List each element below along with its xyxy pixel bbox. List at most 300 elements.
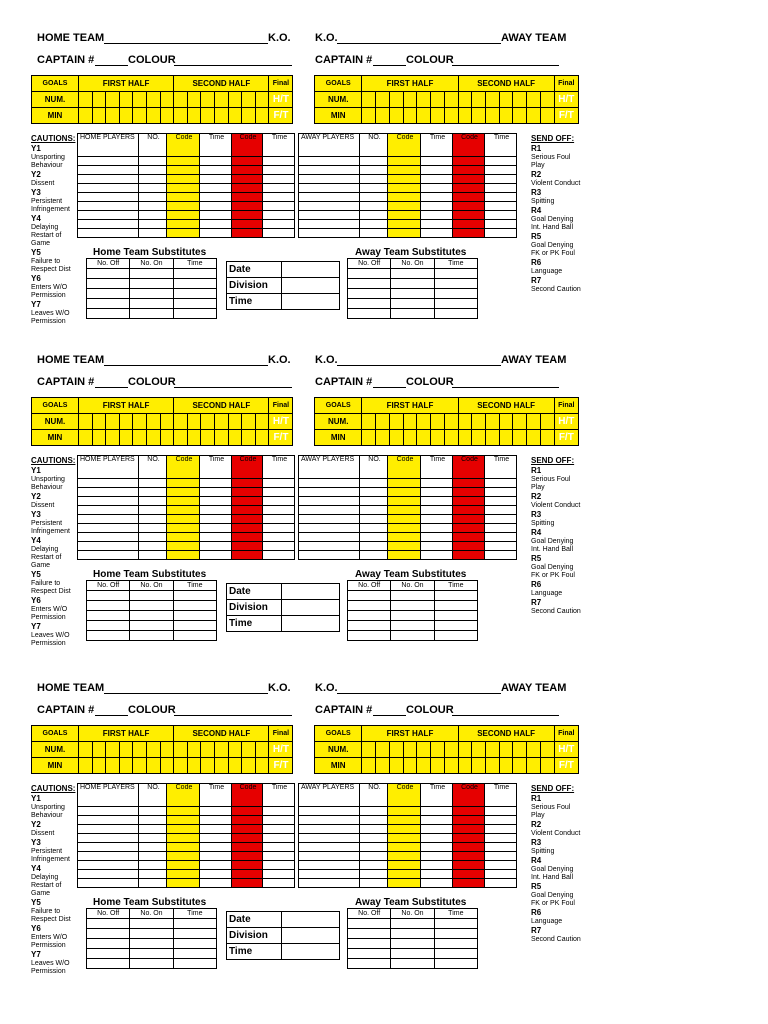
sendoff-time-cell[interactable] bbox=[485, 229, 517, 238]
player-name-cell[interactable] bbox=[299, 193, 360, 202]
player-number-cell[interactable] bbox=[139, 166, 167, 175]
sendoff-code-cell[interactable] bbox=[453, 816, 485, 825]
player-number-cell[interactable] bbox=[139, 175, 167, 184]
sendoff-code-cell[interactable] bbox=[232, 870, 263, 879]
sendoff-code-cell[interactable] bbox=[453, 524, 485, 533]
no-on-cell[interactable] bbox=[130, 631, 173, 641]
player-name-cell[interactable] bbox=[78, 175, 139, 184]
caution-time-cell[interactable] bbox=[200, 807, 232, 816]
player-name-cell[interactable] bbox=[78, 551, 139, 560]
player-number-cell[interactable] bbox=[360, 852, 388, 861]
caution-time-cell[interactable] bbox=[421, 852, 453, 861]
num-cell[interactable] bbox=[255, 742, 269, 758]
sendoff-time-cell[interactable] bbox=[485, 807, 517, 816]
sendoff-time-cell[interactable] bbox=[485, 870, 517, 879]
min-cell[interactable] bbox=[187, 108, 201, 124]
caution-time-cell[interactable] bbox=[421, 506, 453, 515]
no-on-cell[interactable] bbox=[130, 309, 173, 319]
caution-time-cell[interactable] bbox=[200, 184, 232, 193]
player-name-cell[interactable] bbox=[299, 157, 360, 166]
min-cell[interactable] bbox=[133, 108, 147, 124]
caution-time-cell[interactable] bbox=[421, 861, 453, 870]
player-name-cell[interactable] bbox=[78, 870, 139, 879]
sendoff-code-cell[interactable] bbox=[453, 175, 485, 184]
min-cell[interactable] bbox=[540, 758, 554, 774]
caution-time-cell[interactable] bbox=[200, 533, 232, 542]
player-name-cell[interactable] bbox=[78, 166, 139, 175]
player-name-cell[interactable] bbox=[299, 843, 360, 852]
min-cell[interactable] bbox=[174, 430, 188, 446]
sendoff-code-cell[interactable] bbox=[232, 211, 263, 220]
min-cell[interactable] bbox=[499, 430, 513, 446]
caution-code-cell[interactable] bbox=[388, 479, 421, 488]
no-on-cell[interactable] bbox=[391, 929, 434, 939]
player-name-cell[interactable] bbox=[299, 551, 360, 560]
no-on-cell[interactable] bbox=[391, 631, 434, 641]
num-cell[interactable] bbox=[431, 742, 445, 758]
caution-code-cell[interactable] bbox=[388, 488, 421, 497]
no-off-cell[interactable] bbox=[348, 919, 391, 929]
num-cell[interactable] bbox=[431, 92, 445, 108]
player-name-cell[interactable] bbox=[78, 193, 139, 202]
no-on-cell[interactable] bbox=[391, 309, 434, 319]
num-cell[interactable] bbox=[499, 92, 513, 108]
caution-time-cell[interactable] bbox=[200, 879, 232, 888]
sendoff-time-cell[interactable] bbox=[263, 843, 295, 852]
sendoff-time-cell[interactable] bbox=[485, 852, 517, 861]
num-cell[interactable] bbox=[376, 414, 390, 430]
caution-code-cell[interactable] bbox=[167, 479, 200, 488]
player-name-cell[interactable] bbox=[78, 533, 139, 542]
num-cell[interactable] bbox=[486, 414, 500, 430]
min-cell[interactable] bbox=[513, 430, 527, 446]
sendoff-time-cell[interactable] bbox=[263, 879, 295, 888]
no-on-cell[interactable] bbox=[130, 939, 173, 949]
caution-time-cell[interactable] bbox=[200, 515, 232, 524]
player-name-cell[interactable] bbox=[299, 220, 360, 229]
caution-time-cell[interactable] bbox=[200, 175, 232, 184]
caution-code-cell[interactable] bbox=[167, 852, 200, 861]
sub-time-cell[interactable] bbox=[173, 289, 216, 299]
date-value[interactable] bbox=[282, 912, 340, 928]
num-cell[interactable] bbox=[403, 742, 417, 758]
date-value[interactable] bbox=[282, 262, 340, 278]
caution-code-cell[interactable] bbox=[388, 229, 421, 238]
min-cell[interactable] bbox=[92, 430, 106, 446]
no-off-cell[interactable] bbox=[348, 939, 391, 949]
sub-time-cell[interactable] bbox=[173, 949, 216, 959]
sendoff-code-cell[interactable] bbox=[453, 879, 485, 888]
sendoff-time-cell[interactable] bbox=[263, 166, 295, 175]
sendoff-code-cell[interactable] bbox=[453, 488, 485, 497]
player-number-cell[interactable] bbox=[139, 551, 167, 560]
player-name-cell[interactable] bbox=[299, 834, 360, 843]
sendoff-time-cell[interactable] bbox=[485, 834, 517, 843]
num-cell[interactable] bbox=[146, 92, 160, 108]
player-name-cell[interactable] bbox=[78, 497, 139, 506]
num-cell[interactable] bbox=[513, 414, 527, 430]
num-cell[interactable] bbox=[187, 742, 201, 758]
player-name-cell[interactable] bbox=[299, 184, 360, 193]
min-cell[interactable] bbox=[472, 108, 486, 124]
player-name-cell[interactable] bbox=[78, 515, 139, 524]
min-cell[interactable] bbox=[106, 108, 120, 124]
sendoff-code-cell[interactable] bbox=[453, 211, 485, 220]
num-cell[interactable] bbox=[499, 742, 513, 758]
min-cell[interactable] bbox=[119, 758, 133, 774]
caution-time-cell[interactable] bbox=[200, 488, 232, 497]
min-cell[interactable] bbox=[201, 430, 215, 446]
num-cell[interactable] bbox=[444, 414, 458, 430]
min-cell[interactable] bbox=[403, 758, 417, 774]
num-cell[interactable] bbox=[133, 414, 147, 430]
num-cell[interactable] bbox=[119, 742, 133, 758]
player-number-cell[interactable] bbox=[139, 861, 167, 870]
min-cell[interactable] bbox=[106, 758, 120, 774]
player-name-cell[interactable] bbox=[299, 825, 360, 834]
min-cell[interactable] bbox=[79, 758, 93, 774]
player-name-cell[interactable] bbox=[299, 506, 360, 515]
sendoff-time-cell[interactable] bbox=[263, 157, 295, 166]
sendoff-code-cell[interactable] bbox=[232, 524, 263, 533]
sendoff-code-cell[interactable] bbox=[453, 220, 485, 229]
min-cell[interactable] bbox=[174, 758, 188, 774]
sendoff-time-cell[interactable] bbox=[263, 175, 295, 184]
min-cell[interactable] bbox=[376, 758, 390, 774]
num-cell[interactable] bbox=[472, 742, 486, 758]
num-cell[interactable] bbox=[228, 742, 242, 758]
player-number-cell[interactable] bbox=[360, 551, 388, 560]
caution-code-cell[interactable] bbox=[167, 870, 200, 879]
no-on-cell[interactable] bbox=[130, 279, 173, 289]
min-cell[interactable] bbox=[513, 758, 527, 774]
sendoff-time-cell[interactable] bbox=[263, 193, 295, 202]
sendoff-code-cell[interactable] bbox=[232, 497, 263, 506]
no-on-cell[interactable] bbox=[130, 289, 173, 299]
min-cell[interactable] bbox=[174, 108, 188, 124]
away-colour-field[interactable] bbox=[452, 65, 559, 66]
num-cell[interactable] bbox=[228, 414, 242, 430]
num-cell[interactable] bbox=[215, 742, 229, 758]
min-cell[interactable] bbox=[527, 108, 541, 124]
caution-code-cell[interactable] bbox=[388, 879, 421, 888]
player-number-cell[interactable] bbox=[139, 184, 167, 193]
player-name-cell[interactable] bbox=[78, 834, 139, 843]
time-value[interactable] bbox=[282, 294, 340, 310]
sendoff-time-cell[interactable] bbox=[485, 479, 517, 488]
caution-code-cell[interactable] bbox=[167, 229, 200, 238]
no-off-cell[interactable] bbox=[348, 289, 391, 299]
no-on-cell[interactable] bbox=[391, 611, 434, 621]
no-off-cell[interactable] bbox=[87, 279, 130, 289]
sendoff-code-cell[interactable] bbox=[232, 506, 263, 515]
division-value[interactable] bbox=[282, 600, 340, 616]
player-number-cell[interactable] bbox=[360, 515, 388, 524]
sendoff-code-cell[interactable] bbox=[232, 861, 263, 870]
caution-code-cell[interactable] bbox=[167, 825, 200, 834]
no-off-cell[interactable] bbox=[87, 611, 130, 621]
sub-time-cell[interactable] bbox=[173, 309, 216, 319]
sendoff-code-cell[interactable] bbox=[232, 175, 263, 184]
num-cell[interactable] bbox=[458, 92, 472, 108]
sub-time-cell[interactable] bbox=[434, 939, 477, 949]
sendoff-time-cell[interactable] bbox=[485, 202, 517, 211]
player-number-cell[interactable] bbox=[139, 879, 167, 888]
sendoff-time-cell[interactable] bbox=[263, 816, 295, 825]
caution-time-cell[interactable] bbox=[200, 551, 232, 560]
caution-time-cell[interactable] bbox=[421, 497, 453, 506]
num-cell[interactable] bbox=[187, 92, 201, 108]
min-cell[interactable] bbox=[228, 108, 242, 124]
min-cell[interactable] bbox=[160, 108, 174, 124]
caution-code-cell[interactable] bbox=[388, 843, 421, 852]
sendoff-code-cell[interactable] bbox=[453, 166, 485, 175]
player-number-cell[interactable] bbox=[360, 807, 388, 816]
player-name-cell[interactable] bbox=[299, 861, 360, 870]
num-cell[interactable] bbox=[486, 92, 500, 108]
away-colour-field[interactable] bbox=[452, 715, 559, 716]
num-cell[interactable] bbox=[540, 414, 554, 430]
player-name-cell[interactable] bbox=[78, 861, 139, 870]
home-colour-field[interactable] bbox=[174, 65, 292, 66]
sendoff-code-cell[interactable] bbox=[453, 515, 485, 524]
no-on-cell[interactable] bbox=[391, 279, 434, 289]
caution-time-cell[interactable] bbox=[200, 193, 232, 202]
min-cell[interactable] bbox=[486, 430, 500, 446]
sendoff-time-cell[interactable] bbox=[485, 542, 517, 551]
no-on-cell[interactable] bbox=[391, 621, 434, 631]
num-cell[interactable] bbox=[160, 414, 174, 430]
player-name-cell[interactable] bbox=[78, 825, 139, 834]
sendoff-time-cell[interactable] bbox=[485, 497, 517, 506]
player-number-cell[interactable] bbox=[360, 506, 388, 515]
player-number-cell[interactable] bbox=[139, 202, 167, 211]
caution-time-cell[interactable] bbox=[421, 533, 453, 542]
caution-code-cell[interactable] bbox=[388, 524, 421, 533]
sendoff-time-cell[interactable] bbox=[263, 870, 295, 879]
sendoff-code-cell[interactable] bbox=[232, 542, 263, 551]
player-number-cell[interactable] bbox=[360, 157, 388, 166]
sendoff-time-cell[interactable] bbox=[263, 861, 295, 870]
player-name-cell[interactable] bbox=[78, 202, 139, 211]
caution-time-cell[interactable] bbox=[421, 157, 453, 166]
num-cell[interactable] bbox=[389, 742, 403, 758]
caution-time-cell[interactable] bbox=[200, 825, 232, 834]
min-cell[interactable] bbox=[376, 108, 390, 124]
min-cell[interactable] bbox=[119, 108, 133, 124]
player-name-cell[interactable] bbox=[78, 807, 139, 816]
sendoff-time-cell[interactable] bbox=[263, 202, 295, 211]
player-name-cell[interactable] bbox=[78, 184, 139, 193]
no-on-cell[interactable] bbox=[391, 919, 434, 929]
no-off-cell[interactable] bbox=[348, 299, 391, 309]
sub-time-cell[interactable] bbox=[434, 601, 477, 611]
sendoff-code-cell[interactable] bbox=[232, 488, 263, 497]
sendoff-code-cell[interactable] bbox=[232, 551, 263, 560]
min-cell[interactable] bbox=[486, 758, 500, 774]
caution-time-cell[interactable] bbox=[421, 488, 453, 497]
num-cell[interactable] bbox=[79, 92, 93, 108]
player-number-cell[interactable] bbox=[139, 211, 167, 220]
caution-code-cell[interactable] bbox=[167, 175, 200, 184]
player-name-cell[interactable] bbox=[299, 166, 360, 175]
num-cell[interactable] bbox=[458, 742, 472, 758]
sendoff-code-cell[interactable] bbox=[232, 825, 263, 834]
caution-time-cell[interactable] bbox=[421, 211, 453, 220]
no-off-cell[interactable] bbox=[348, 949, 391, 959]
player-number-cell[interactable] bbox=[139, 843, 167, 852]
sub-time-cell[interactable] bbox=[434, 299, 477, 309]
sendoff-code-cell[interactable] bbox=[232, 479, 263, 488]
player-number-cell[interactable] bbox=[360, 524, 388, 533]
num-cell[interactable] bbox=[242, 414, 256, 430]
num-cell[interactable] bbox=[389, 414, 403, 430]
num-cell[interactable] bbox=[92, 742, 106, 758]
no-off-cell[interactable] bbox=[87, 269, 130, 279]
home-colour-field[interactable] bbox=[174, 715, 292, 716]
player-name-cell[interactable] bbox=[78, 229, 139, 238]
sub-time-cell[interactable] bbox=[173, 299, 216, 309]
no-on-cell[interactable] bbox=[130, 299, 173, 309]
min-cell[interactable] bbox=[146, 108, 160, 124]
player-name-cell[interactable] bbox=[299, 533, 360, 542]
player-name-cell[interactable] bbox=[299, 229, 360, 238]
no-off-cell[interactable] bbox=[87, 309, 130, 319]
sendoff-time-cell[interactable] bbox=[485, 533, 517, 542]
sendoff-time-cell[interactable] bbox=[263, 220, 295, 229]
num-cell[interactable] bbox=[106, 414, 120, 430]
min-cell[interactable] bbox=[228, 758, 242, 774]
player-number-cell[interactable] bbox=[360, 211, 388, 220]
caution-time-cell[interactable] bbox=[200, 211, 232, 220]
min-cell[interactable] bbox=[187, 758, 201, 774]
caution-code-cell[interactable] bbox=[388, 175, 421, 184]
caution-code-cell[interactable] bbox=[167, 861, 200, 870]
no-off-cell[interactable] bbox=[87, 289, 130, 299]
no-off-cell[interactable] bbox=[348, 611, 391, 621]
sub-time-cell[interactable] bbox=[173, 631, 216, 641]
sendoff-code-cell[interactable] bbox=[232, 202, 263, 211]
away-colour-field[interactable] bbox=[452, 387, 559, 388]
min-cell[interactable] bbox=[527, 758, 541, 774]
min-cell[interactable] bbox=[146, 430, 160, 446]
min-cell[interactable] bbox=[79, 108, 93, 124]
num-cell[interactable] bbox=[376, 92, 390, 108]
sendoff-code-cell[interactable] bbox=[232, 843, 263, 852]
sendoff-time-cell[interactable] bbox=[263, 533, 295, 542]
away-ko-field[interactable] bbox=[337, 43, 501, 44]
no-on-cell[interactable] bbox=[391, 591, 434, 601]
caution-code-cell[interactable] bbox=[167, 879, 200, 888]
min-cell[interactable] bbox=[215, 758, 229, 774]
player-number-cell[interactable] bbox=[360, 184, 388, 193]
caution-time-cell[interactable] bbox=[421, 524, 453, 533]
caution-time-cell[interactable] bbox=[421, 825, 453, 834]
player-number-cell[interactable] bbox=[139, 542, 167, 551]
caution-code-cell[interactable] bbox=[167, 157, 200, 166]
player-number-cell[interactable] bbox=[360, 533, 388, 542]
player-number-cell[interactable] bbox=[360, 497, 388, 506]
player-number-cell[interactable] bbox=[139, 524, 167, 533]
caution-code-cell[interactable] bbox=[388, 506, 421, 515]
caution-code-cell[interactable] bbox=[167, 202, 200, 211]
min-cell[interactable] bbox=[389, 430, 403, 446]
caution-code-cell[interactable] bbox=[167, 551, 200, 560]
sendoff-time-cell[interactable] bbox=[263, 184, 295, 193]
num-cell[interactable] bbox=[417, 92, 431, 108]
player-name-cell[interactable] bbox=[78, 479, 139, 488]
away-ko-field[interactable] bbox=[337, 693, 501, 694]
num-cell[interactable] bbox=[513, 92, 527, 108]
player-name-cell[interactable] bbox=[78, 506, 139, 515]
caution-time-cell[interactable] bbox=[421, 879, 453, 888]
num-cell[interactable] bbox=[174, 742, 188, 758]
caution-time-cell[interactable] bbox=[200, 852, 232, 861]
min-cell[interactable] bbox=[458, 758, 472, 774]
min-cell[interactable] bbox=[228, 430, 242, 446]
no-on-cell[interactable] bbox=[130, 601, 173, 611]
caution-time-cell[interactable] bbox=[200, 816, 232, 825]
no-on-cell[interactable] bbox=[130, 929, 173, 939]
player-name-cell[interactable] bbox=[78, 816, 139, 825]
caution-time-cell[interactable] bbox=[200, 506, 232, 515]
num-cell[interactable] bbox=[242, 92, 256, 108]
num-cell[interactable] bbox=[472, 92, 486, 108]
min-cell[interactable] bbox=[527, 430, 541, 446]
caution-time-cell[interactable] bbox=[200, 166, 232, 175]
sub-time-cell[interactable] bbox=[434, 919, 477, 929]
caution-time-cell[interactable] bbox=[421, 184, 453, 193]
player-name-cell[interactable] bbox=[78, 542, 139, 551]
player-number-cell[interactable] bbox=[360, 870, 388, 879]
caution-time-cell[interactable] bbox=[200, 834, 232, 843]
player-number-cell[interactable] bbox=[139, 533, 167, 542]
num-cell[interactable] bbox=[215, 92, 229, 108]
sendoff-code-cell[interactable] bbox=[453, 157, 485, 166]
min-cell[interactable] bbox=[472, 758, 486, 774]
no-off-cell[interactable] bbox=[348, 631, 391, 641]
no-on-cell[interactable] bbox=[130, 919, 173, 929]
player-name-cell[interactable] bbox=[299, 488, 360, 497]
min-cell[interactable] bbox=[444, 758, 458, 774]
num-cell[interactable] bbox=[242, 742, 256, 758]
sendoff-code-cell[interactable] bbox=[232, 229, 263, 238]
player-name-cell[interactable] bbox=[299, 497, 360, 506]
min-cell[interactable] bbox=[389, 758, 403, 774]
sendoff-time-cell[interactable] bbox=[485, 879, 517, 888]
num-cell[interactable] bbox=[444, 92, 458, 108]
player-name-cell[interactable] bbox=[78, 524, 139, 533]
sendoff-time-cell[interactable] bbox=[485, 211, 517, 220]
min-cell[interactable] bbox=[362, 108, 376, 124]
player-number-cell[interactable] bbox=[139, 193, 167, 202]
caution-time-cell[interactable] bbox=[421, 870, 453, 879]
caution-code-cell[interactable] bbox=[167, 542, 200, 551]
away-captain-field[interactable] bbox=[373, 65, 406, 66]
player-number-cell[interactable] bbox=[139, 506, 167, 515]
num-cell[interactable] bbox=[106, 92, 120, 108]
caution-time-cell[interactable] bbox=[421, 515, 453, 524]
sendoff-time-cell[interactable] bbox=[485, 157, 517, 166]
player-number-cell[interactable] bbox=[139, 229, 167, 238]
sendoff-code-cell[interactable] bbox=[232, 184, 263, 193]
no-off-cell[interactable] bbox=[87, 621, 130, 631]
min-cell[interactable] bbox=[472, 430, 486, 446]
min-cell[interactable] bbox=[486, 108, 500, 124]
sendoff-time-cell[interactable] bbox=[263, 524, 295, 533]
sendoff-code-cell[interactable] bbox=[232, 220, 263, 229]
caution-code-cell[interactable] bbox=[388, 816, 421, 825]
